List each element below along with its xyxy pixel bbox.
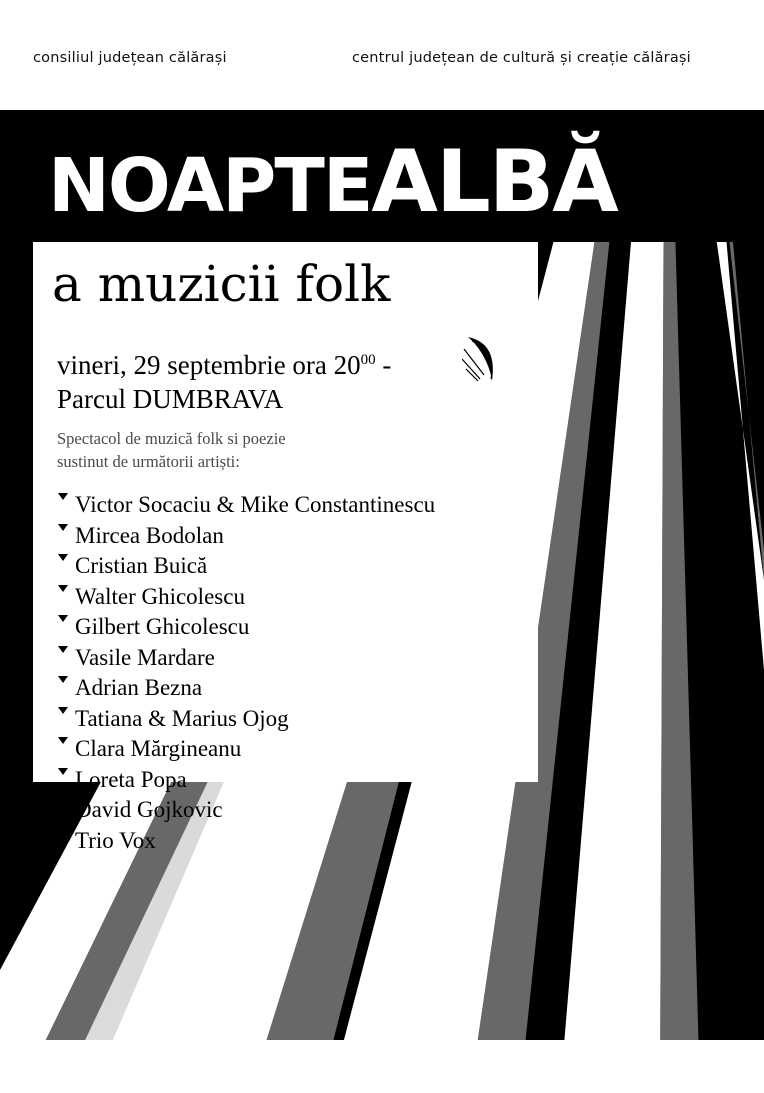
list-item — [57, 734, 527, 765]
artist-name: Clara Mărgineanu — [75, 736, 242, 761]
list-item — [57, 582, 527, 613]
title-part-two: ALBĂ — [371, 132, 617, 232]
event-note — [57, 427, 286, 473]
artist-name: Victor Socaciu & Mike Constantinescu — [75, 492, 436, 517]
artist-name: Walter Ghicolescu — [75, 583, 245, 609]
subtitle: a muzicii folk — [52, 255, 391, 313]
list-item — [57, 795, 527, 826]
organiser-header — [0, 50, 764, 74]
triangle-bullet-icon — [58, 646, 68, 653]
event-datetime — [57, 343, 391, 416]
triangle-bullet-icon — [58, 585, 68, 592]
list-item — [57, 673, 527, 704]
artist-name: Gilbert Ghicolescu — [75, 614, 250, 639]
artist-name: Tatiana & Marius Ojog — [75, 705, 289, 731]
triangle-bullet-icon — [58, 524, 68, 531]
event-time-minutes: 00 — [360, 352, 376, 368]
list-item — [57, 612, 527, 643]
artist-list — [57, 490, 527, 856]
event-note-line-2: sustinut de următorii artiști: — [57, 452, 240, 471]
comet-ornament — [462, 335, 514, 385]
triangle-bullet-icon — [58, 493, 68, 500]
organiser-left: consiliul județean călărași — [33, 50, 227, 66]
organiser-right: centrul județean de cultură și creație călărași — [352, 50, 691, 66]
artist-name: Adrian Bezna — [75, 675, 203, 700]
list-item — [57, 551, 527, 582]
triangle-bullet-icon — [58, 676, 68, 683]
triangle-bullet-icon — [58, 615, 68, 622]
title-part-one: NOAPTE — [48, 143, 372, 229]
triangle-bullet-icon — [58, 707, 68, 714]
list-item — [57, 643, 527, 674]
artist-name: Trio Vox — [75, 827, 156, 853]
event-venue: Parcul DUMBRAVA — [57, 384, 284, 414]
triangle-bullet-icon — [58, 829, 68, 836]
triangle-bullet-icon — [58, 768, 68, 775]
artist-name: Vasile Mardare — [75, 644, 215, 670]
list-item — [57, 521, 527, 552]
triangle-bullet-icon — [58, 737, 68, 744]
list-item — [57, 765, 527, 796]
triangle-bullet-icon — [58, 798, 68, 805]
event-date-suffix: - — [375, 350, 392, 380]
event-note-line-1: Spectacol de muzică folk si poezie — [57, 429, 286, 448]
triangle-bullet-icon — [58, 554, 68, 561]
artist-name: Loreta Popa — [75, 766, 187, 792]
artist-name: David Gojkovic — [75, 797, 223, 822]
artist-name: Mircea Bodolan — [75, 522, 224, 548]
page-title — [48, 134, 617, 234]
list-item — [57, 490, 527, 521]
list-item — [57, 826, 527, 857]
artist-name: Cristian Buică — [75, 553, 208, 578]
list-item — [57, 704, 527, 735]
event-date-prefix: vineri, 29 septembrie ora 20 — [57, 350, 361, 380]
